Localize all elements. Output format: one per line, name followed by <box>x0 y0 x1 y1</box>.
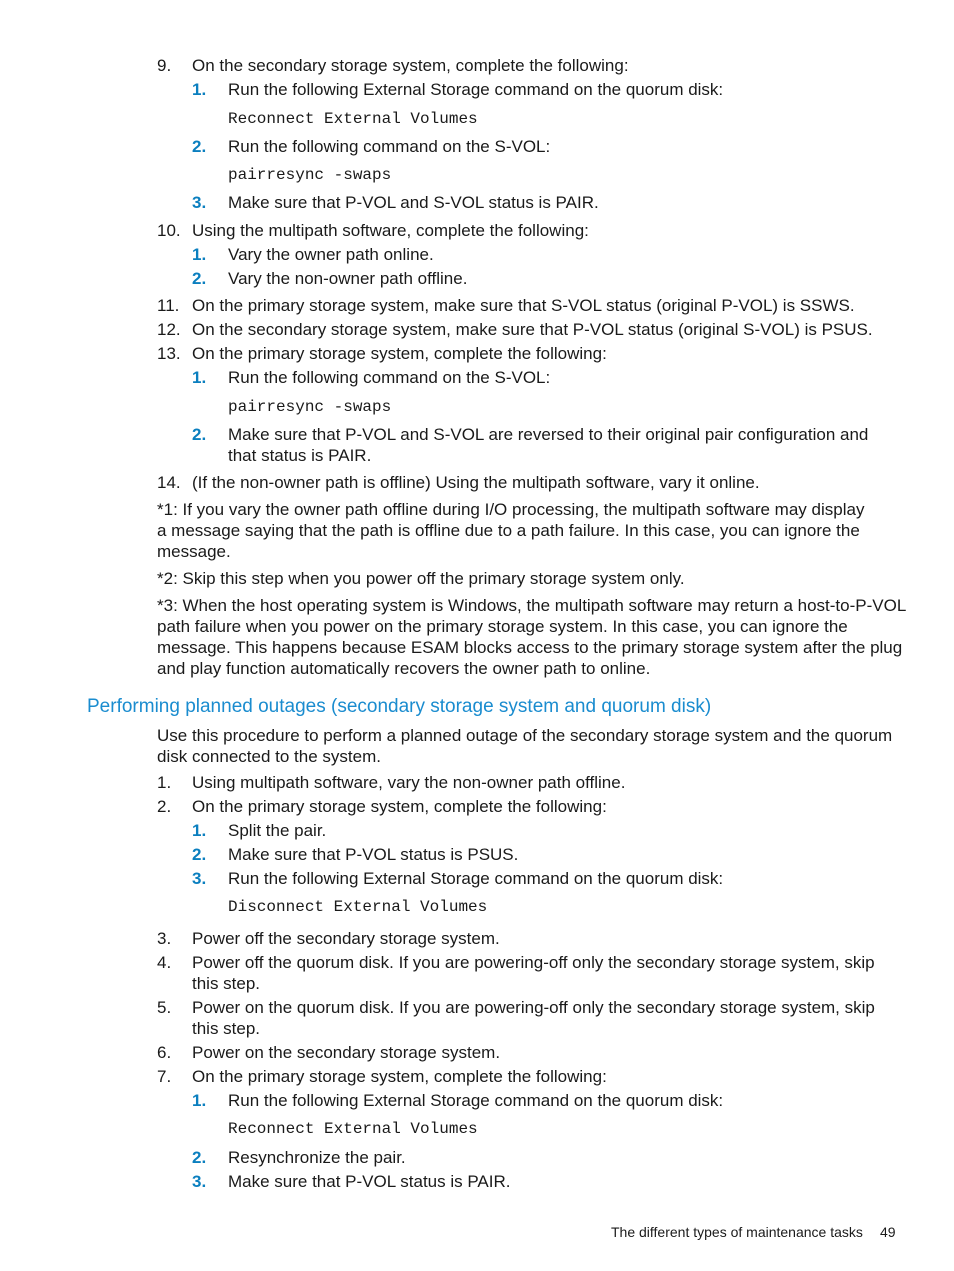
substep-number: 3. <box>192 869 207 888</box>
step-number: 3. <box>157 929 172 948</box>
substep-number: 2. <box>192 845 207 864</box>
intro-line: Use this procedure to perform a planned outage of the secondary storage system and the quorum <box>157 726 893 745</box>
footnote-line: *3: When the host operating system is Windows, the multipath software may return a host-to-P-VOL <box>157 596 907 615</box>
step-number: 14. <box>157 473 181 492</box>
substep-text: that status is PAIR. <box>228 446 372 465</box>
step-text: this step. <box>192 1019 261 1038</box>
intro-line: disk connected to the system. <box>157 747 381 766</box>
section-heading: Performing planned outages (secondary storage system and quorum disk) <box>87 696 712 717</box>
code-line: Disconnect External Volumes <box>228 898 488 916</box>
step-text: Power on the quorum disk. If you are powering-off only the secondary storage system, skip <box>192 998 875 1017</box>
step-text: On the primary storage system, complete the following: <box>192 344 607 363</box>
step-number: 13. <box>157 344 181 363</box>
step-text: Using the multipath software, complete the following: <box>192 221 589 240</box>
substep-number: 3. <box>192 193 207 212</box>
code-line: pairresync -swaps <box>228 398 392 416</box>
substep-text: Make sure that P-VOL and S-VOL are reversed to their original pair configuration and <box>228 425 869 444</box>
substep-text: Make sure that P-VOL status is PAIR. <box>228 1172 511 1191</box>
step-text: On the primary storage system, complete the following: <box>192 1067 607 1086</box>
page-number: 49 <box>880 1224 896 1240</box>
step-number: 5. <box>157 998 172 1017</box>
step-text: Power on the secondary storage system. <box>192 1043 501 1062</box>
step-number: 7. <box>157 1067 172 1086</box>
step-number: 1. <box>157 773 172 792</box>
step-text: this step. <box>192 974 261 993</box>
step-number: 11. <box>157 296 180 315</box>
step-text: On the primary storage system, complete the following: <box>192 797 607 816</box>
footnote-line: message. This happens because ESAM blocks access to the primary storage system after the plug <box>157 638 903 657</box>
substep-text: Make sure that P-VOL status is PSUS. <box>228 845 519 864</box>
substep-number: 2. <box>192 137 207 156</box>
substep-number: 1. <box>192 245 207 264</box>
step-text: On the primary storage system, make sure that S-VOL status (original P-VOL) is SSWS. <box>192 296 855 315</box>
substep-text: Split the pair. <box>228 821 327 840</box>
substep-text: Vary the owner path online. <box>228 245 434 264</box>
step-text: Power off the quorum disk. If you are powering-off only the secondary storage system, skip <box>192 953 875 972</box>
substep-text: Run the following External Storage command on the quorum disk: <box>228 869 724 888</box>
step-number: 10. <box>157 221 181 240</box>
footnote-line: *2: Skip this step when you power off the primary storage system only. <box>157 569 685 588</box>
substep-number: 1. <box>192 1091 207 1110</box>
step-number: 4. <box>157 953 172 972</box>
substep-number: 2. <box>192 269 207 288</box>
substep-text: Run the following External Storage command on the quorum disk: <box>228 1091 724 1110</box>
footnote-line: and play function automatically recovers the owner path to online. <box>157 659 651 678</box>
step-text: On the secondary storage system, complete the following: <box>192 56 629 75</box>
substep-number: 2. <box>192 425 207 444</box>
step-text: On the secondary storage system, make sure that P-VOL status (original S-VOL) is PSUS. <box>192 320 873 339</box>
substep-text: Resynchronize the pair. <box>228 1148 406 1167</box>
code-line: pairresync -swaps <box>228 166 392 184</box>
footnote-line: path failure when you power on the primary storage system. In this case, you can ignore the <box>157 617 848 636</box>
step-number: 12. <box>157 320 181 339</box>
substep-text: Run the following command on the S-VOL: <box>228 368 551 387</box>
code-line: Reconnect External Volumes <box>228 1120 478 1138</box>
substep-number: 1. <box>192 821 207 840</box>
step-number: 2. <box>157 797 172 816</box>
step-text: Power off the secondary storage system. <box>192 929 500 948</box>
substep-text: Run the following command on the S-VOL: <box>228 137 551 156</box>
step-number: 9. <box>157 56 172 75</box>
substep-number: 1. <box>192 368 207 387</box>
substep-text: Run the following External Storage command on the quorum disk: <box>228 80 724 99</box>
footnote-line: *1: If you vary the owner path offline during I/O processing, the multipath software may display <box>157 500 865 519</box>
footer-title: The different types of maintenance tasks <box>611 1224 863 1240</box>
step-text: (If the non-owner path is offline) Using the multipath software, vary it online. <box>192 473 760 492</box>
step-text: Using multipath software, vary the non-owner path offline. <box>192 773 626 792</box>
substep-number: 2. <box>192 1148 207 1167</box>
substep-number: 3. <box>192 1172 207 1191</box>
code-line: Reconnect External Volumes <box>228 110 478 128</box>
substep-text: Make sure that P-VOL and S-VOL status is PAIR. <box>228 193 599 212</box>
substep-text: Vary the non-owner path offline. <box>228 269 468 288</box>
footnote-line: a message saying that the path is offline due to a path failure. In this case, you can ignore the <box>157 521 860 540</box>
step-number: 6. <box>157 1043 172 1062</box>
footnote-line: message. <box>157 542 231 561</box>
substep-number: 1. <box>192 80 207 99</box>
